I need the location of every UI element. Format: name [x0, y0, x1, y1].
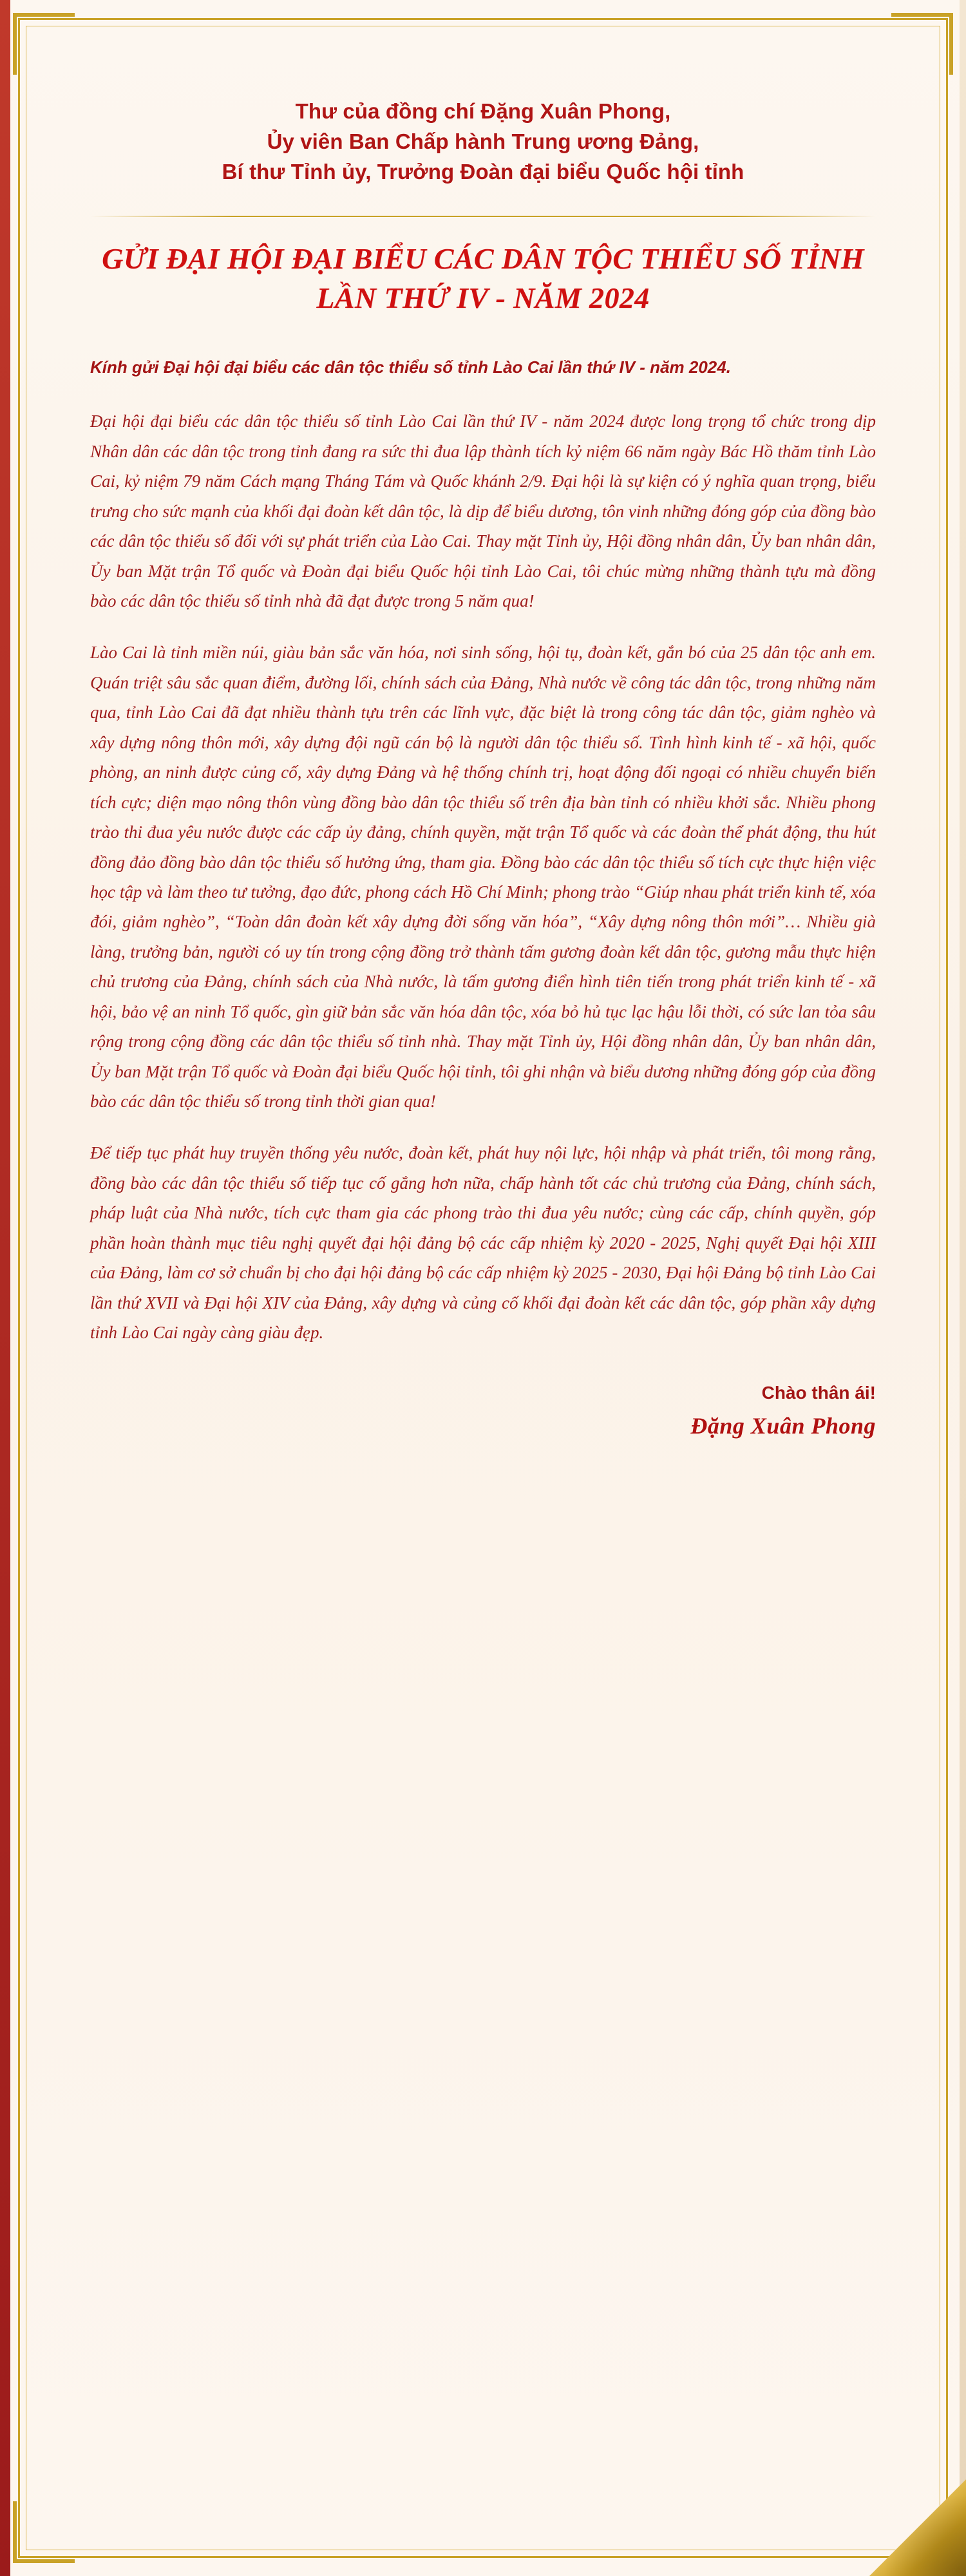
- letter-signature: [90, 1383, 876, 1439]
- header-line-3: Bí thư Tỉnh ủy, Trưởng Đoàn đại biểu Quốc hội tỉnh: [222, 159, 744, 184]
- letter-paragraph-2: Lào Cai là tỉnh miền núi, giàu bản sắc văn hóa, nơi sinh sống, hội tụ, đoàn kết, gắn bó của 25 dân tộc anh em. Quán triệt sâu sắc quan điểm, đường lối, chính sách của Đảng, Nhà nước về công tác dân tộc, trong những năm qua, tỉnh Lào Cai đã đạt nhiều thành tựu trên các lĩnh vực, đặc biệt là trong công tác dân tộc, giảm nghèo và xây dựng nông thôn mới, xây dựng đội ngũ cán bộ là người dân tộc thiểu số. Tình hình kinh tế - xã hội, quốc phòng, an ninh được củng cố, xây dựng Đảng và hệ thống chính trị, hoạt động đối ngoại có nhiều chuyển biến tích cực; diện mạo nông thôn vùng đồng bào dân tộc thiểu số trên địa bàn tỉnh có nhiều khởi sắc. Nhiều phong trào thi đua yêu nước được các cấp ủy đảng, chính quyền, mặt trận Tổ quốc và các đoàn thể phát động, thu hút đồng đảo đồng bào dân tộc thiểu số hưởng ứng, tham gia. Đồng bào các dân tộc thiểu số tích cực thực hiện việc học tập và làm theo tư tưởng, đạo đức, phong cách Hồ Chí Minh; phong trào “Giúp nhau phát triển kinh tế, xóa đói, giảm nghèo”, “Toàn dân đoàn kết xây dựng đời sống văn hóa”, “Xây dựng nông thôn mới”… Nhiều già làng, trưởng bản, người có uy tín trong cộng đồng trở thành tấm gương đoàn kết dân tộc, gương mẫu thực hiện chủ trương của Đảng, chính sách của Nhà nước, là tấm gương điển hình tiên tiến trong phát triển kinh tế - xã hội, bảo vệ an ninh Tổ quốc, gìn giữ bản sắc văn hóa dân tộc, xóa bỏ hủ tục lạc hậu lỗi thời, có sức lan tỏa sâu rộng trong cộng đồng các dân tộc thiểu số tỉnh nhà. Thay mặt Tỉnh ủy, Hội đồng nhân dân, Ủy ban nhân dân, Ủy ban Mặt trận Tổ quốc và Đoàn đại biểu Quốc hội tỉnh, tôi ghi nhận và biểu dương những đóng góp của đồng bào các dân tộc thiểu số trong tỉnh thời gian qua!: [90, 643, 876, 1112]
- header-line-1: Thư của đồng chí Đặng Xuân Phong,: [295, 99, 671, 123]
- left-accent-bar: [0, 0, 10, 2576]
- letter-salutation: Kính gửi Đại hội đại biểu các dân tộc thiểu số tỉnh Lào Cai lần thứ IV - năm 2024.: [90, 357, 731, 377]
- letter-paragraph-1: Đại hội đại biểu các dân tộc thiểu số tỉnh Lào Cai lần thứ IV - năm 2024 được long trọng tổ chức trong dịp Nhân dân các dân tộc trong tỉnh đang ra sức thi đua lập thành tích kỷ niệm 66 năm ngày Bác Hồ thăm tỉnh Lào Cai, kỷ niệm 79 năm Cách mạng Tháng Tám và Quốc khánh 2/9. Đại hội là sự kiện có ý nghĩa quan trọng, biểu trưng cho sức mạnh của khối đại đoàn kết dân tộc, là dịp để biểu dương, tôn vinh những đóng góp của đồng bào các dân tộc thiểu số đối với sự phát triển của Lào Cai. Thay mặt Tỉnh ủy, Hội đồng nhân dân, Ủy ban nhân dân, Ủy ban Mặt trận Tổ quốc và Đoàn đại biểu Quốc hội tỉnh Lào Cai, tôi chúc mừng những thành tựu mà đồng bào các dân tộc thiểu số tỉnh nhà đã đạt được trong 5 năm qua!: [90, 412, 876, 611]
- gold-divider-top: [90, 216, 876, 217]
- letter-title: [90, 239, 876, 318]
- header-line-2: Ủy viên Ban Chấp hành Trung ương Đảng,: [267, 129, 699, 153]
- signature-closing: Chào thân ái!: [761, 1382, 876, 1403]
- document-content: [90, 97, 876, 2499]
- letter-header: [90, 97, 876, 187]
- signature-name: Đặng Xuân Phong: [690, 1412, 876, 1439]
- title-line-2: LẦN THỨ IV - NĂM 2024: [316, 281, 650, 315]
- right-accent-bar: [960, 0, 966, 2576]
- letter-paragraph-3: Để tiếp tục phát huy truyền thống yêu nước, đoàn kết, phát huy nội lực, hội nhập và phát triển, tôi mong rằng, đồng bào các dân tộc thiểu số tiếp tục cố gắng hơn nữa, chấp hành tốt các chủ trương của Đảng, chính sách, pháp luật của Nhà nước, tích cực tham gia các phong trào thi đua yêu nước; cùng các cấp, chính quyền, góp phần hoàn thành mục tiêu nghị quyết đại hội đảng bộ các cấp nhiệm kỳ 2020 - 2025, Nghị quyết Đại hội XIII của Đảng, làm cơ sở chuẩn bị cho đại hội đảng bộ các cấp nhiệm kỳ 2025 - 2030, Đại hội Đảng bộ tỉnh Lào Cai lần thứ XVII và Đại hội XIV của Đảng, xây dựng và củng cố khối đại đoàn kết các dân tộc, góp phần xây dựng tỉnh Lào Cai ngày càng giàu đẹp.: [90, 1143, 876, 1343]
- title-line-1: GỬI ĐẠI HỘI ĐẠI BIỂU CÁC DÂN TỘC THIỂU SỐ TỈNH: [102, 242, 864, 275]
